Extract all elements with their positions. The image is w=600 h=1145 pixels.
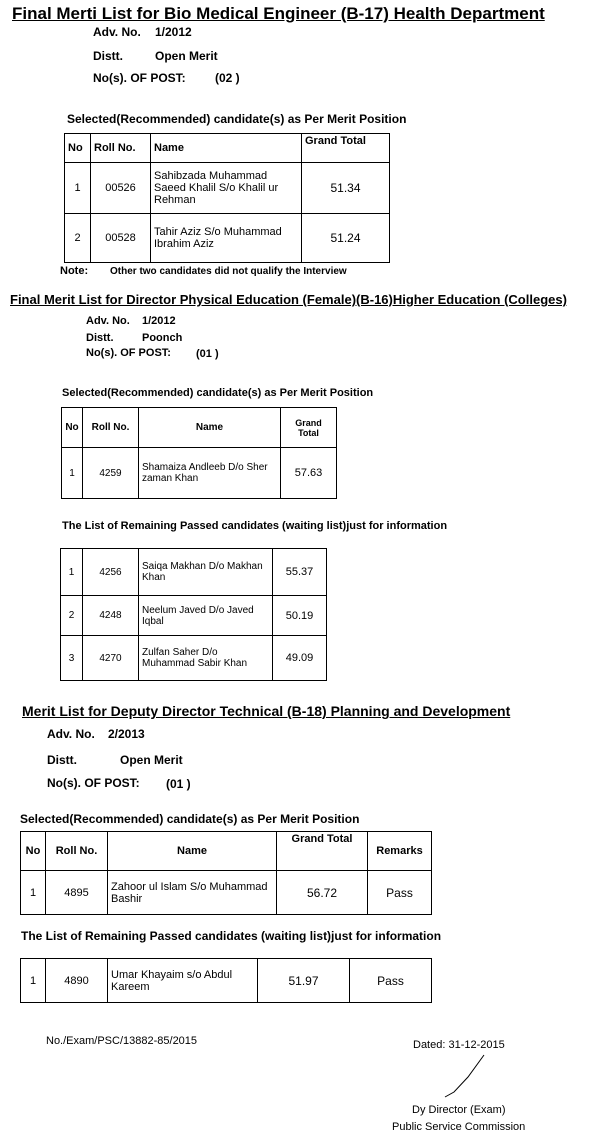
table-row	[21, 871, 432, 915]
col-name-header: Name	[108, 832, 277, 871]
cell-no: 1	[62, 448, 83, 499]
table-header-row	[62, 408, 337, 448]
signature-mark	[440, 1052, 490, 1100]
cell-name: Umar Khayaim s/o Abdul Kareem	[108, 959, 258, 1003]
s3-adv-value: 2/2013	[108, 727, 145, 741]
col-total-header: Grand Total	[281, 408, 337, 448]
s3-title: Merit List for Deputy Director Technical (B-18) Planning and Development	[22, 703, 511, 719]
cell-no: 2	[65, 214, 91, 263]
cell-no: 2	[61, 596, 83, 636]
col-name-header: Name	[139, 408, 281, 448]
s3-post-label: No(s). OF POST:	[47, 776, 140, 790]
col-roll-header: Roll No.	[91, 134, 151, 163]
cell-no: 1	[21, 959, 46, 1003]
cell-total: 49.09	[273, 636, 327, 681]
cell-roll: 4890	[46, 959, 108, 1003]
cell-name: Tahir Aziz S/o Muhammad Ibrahim Aziz	[151, 214, 302, 263]
s1-distt-label: Distt.	[93, 49, 123, 63]
col-roll-header: Roll No.	[46, 832, 108, 871]
cell-name: Zahoor ul Islam S/o Muhammad Bashir	[108, 871, 277, 915]
cell-remarks: Pass	[368, 871, 432, 915]
s2-distt-label: Distt.	[86, 332, 114, 344]
cell-roll: 4259	[83, 448, 139, 499]
s2-adv-value: 1/2012	[142, 315, 176, 327]
s3-adv-label: Adv. No.	[47, 727, 95, 741]
footer-reference: No./Exam/PSC/13882-85/2015	[46, 1035, 198, 1047]
s2-adv-label: Adv. No.	[86, 315, 130, 327]
s3-selected-table	[20, 831, 432, 915]
cell-roll: 00526	[91, 163, 151, 214]
s1-title: Final Merti List for Bio Medical Engineer (B-17) Health Department	[12, 4, 545, 23]
s1-note-label: Note:	[60, 265, 89, 277]
s1-distt-value: Open Merit	[155, 49, 218, 63]
s2-post-label: No(s). OF POST:	[86, 347, 171, 359]
s2-waiting-heading: The List of Remaining Passed candidates (waiting list)just for information	[62, 520, 448, 532]
s3-distt-value: Open Merit	[120, 753, 183, 767]
table-row	[61, 549, 327, 596]
footer-dated: Dated: 31-12-2015	[413, 1039, 505, 1051]
col-total-header: Grand Total	[302, 134, 390, 163]
col-no-header: No	[21, 832, 46, 871]
table-row	[61, 636, 327, 681]
s1-note-text: Other two candidates did not qualify the Interview	[110, 266, 347, 277]
col-remarks-header: Remarks	[368, 832, 432, 871]
cell-remarks: Pass	[350, 959, 432, 1003]
cell-name: Sahibzada Muhammad Saeed Khalil S/o Khalil ur Rehman	[151, 163, 302, 214]
s2-selected-heading: Selected(Recommended) candidate(s) as Per Merit Position	[62, 387, 374, 399]
s3-waiting-heading: The List of Remaining Passed candidates (waiting list)just for information	[21, 929, 442, 943]
cell-no: 1	[65, 163, 91, 214]
cell-no: 1	[61, 549, 83, 596]
s1-post-label: No(s). OF POST:	[93, 71, 186, 85]
table-row	[21, 959, 432, 1003]
cell-total: 57.63	[281, 448, 337, 499]
cell-name: Shamaiza Andleeb D/o Sher zaman Khan	[139, 448, 281, 499]
table-row	[65, 214, 390, 263]
s3-distt-label: Distt.	[47, 753, 77, 767]
footer-office: Public Service Commission	[392, 1121, 526, 1133]
cell-total: 51.34	[302, 163, 390, 214]
cell-no: 3	[61, 636, 83, 681]
cell-total: 51.97	[258, 959, 350, 1003]
footer-designation: Dy Director (Exam)	[412, 1104, 506, 1116]
col-roll-header: Roll No.	[83, 408, 139, 448]
s1-adv-label: Adv. No.	[93, 25, 141, 39]
cell-roll: 4895	[46, 871, 108, 915]
table-row	[62, 448, 337, 499]
col-no-header: No	[62, 408, 83, 448]
s1-adv-value: 1/2012	[155, 25, 192, 39]
cell-total: 56.72	[277, 871, 368, 915]
cell-roll: 4270	[83, 636, 139, 681]
s2-title: Final Merit List for Director Physical Education (Female)(B-16)Higher Education (Colleges)	[10, 292, 567, 307]
s2-post-value: (01 )	[196, 348, 219, 360]
cell-name: Saiqa Makhan D/o Makhan Khan	[139, 549, 273, 596]
table-header-row	[65, 134, 390, 163]
cell-no: 1	[21, 871, 46, 915]
s2-distt-value: Poonch	[142, 332, 183, 344]
cell-roll: 4256	[83, 549, 139, 596]
s3-selected-heading: Selected(Recommended) candidate(s) as Per Merit Position	[20, 812, 360, 826]
cell-total: 50.19	[273, 596, 327, 636]
s2-selected-table	[61, 407, 337, 499]
cell-roll: 00528	[91, 214, 151, 263]
cell-roll: 4248	[83, 596, 139, 636]
s1-post-value: (02 )	[215, 71, 240, 85]
s1-selected-table	[64, 133, 390, 263]
cell-name: Neelum Javed D/o Javed Iqbal	[139, 596, 273, 636]
s2-waiting-table	[60, 548, 327, 681]
col-no-header: No	[65, 134, 91, 163]
cell-name: Zulfan Saher D/o Muhammad Sabir Khan	[139, 636, 273, 681]
table-row	[65, 163, 390, 214]
table-header-row	[21, 832, 432, 871]
s1-selected-heading: Selected(Recommended) candidate(s) as Per Merit Position	[67, 112, 407, 126]
cell-total: 55.37	[273, 549, 327, 596]
table-row	[61, 596, 327, 636]
s3-waiting-table	[20, 958, 432, 1003]
s3-post-value: (01 )	[166, 777, 191, 791]
col-total-header: Grand Total	[277, 832, 368, 871]
col-name-header: Name	[151, 134, 302, 163]
cell-total: 51.24	[302, 214, 390, 263]
